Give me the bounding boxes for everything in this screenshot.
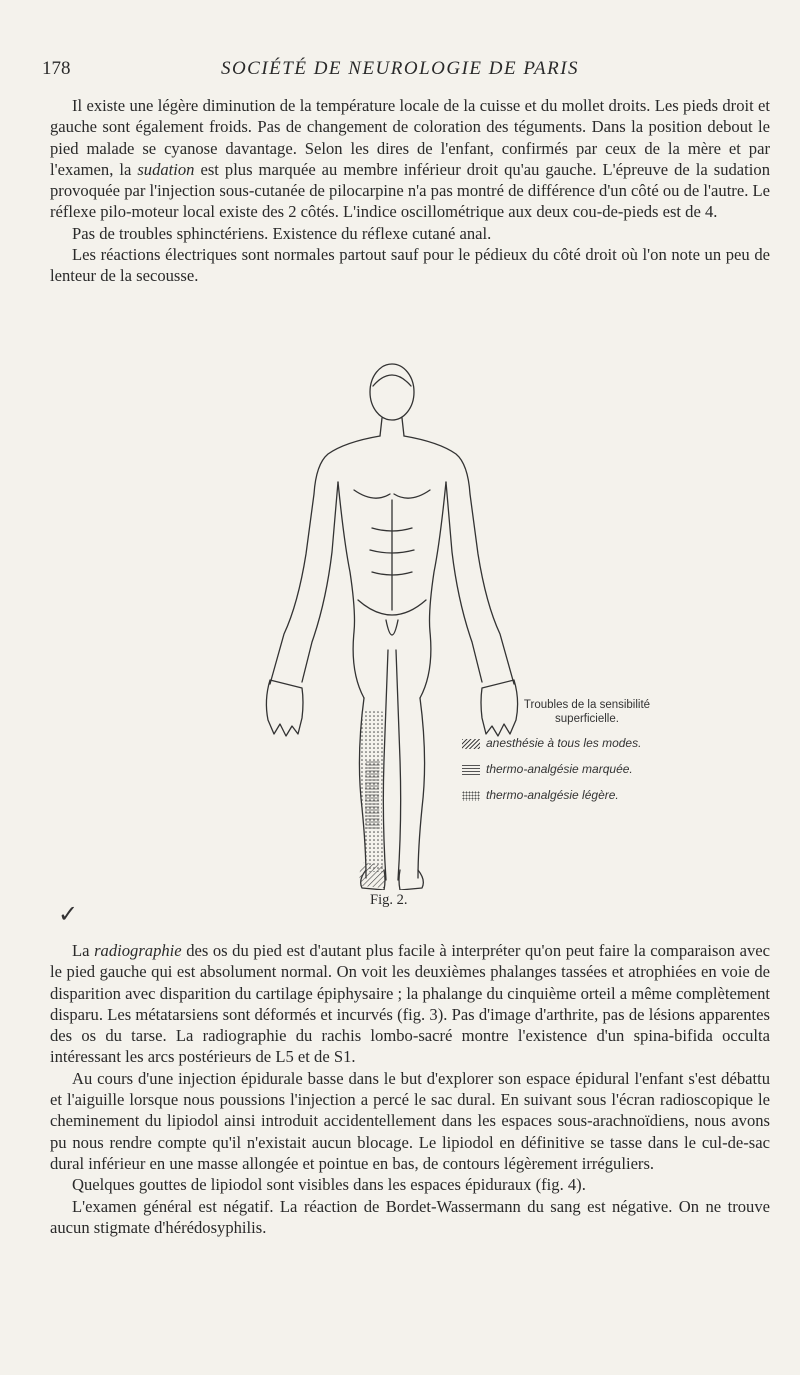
- paragraph-text: Il existe une légère diminution de la température locale de la cuisse et du mollet droits. Les pieds droit et gauche sont également froids. Pas de changement de coloration des téguments. Dans la position debout le pied malade se cyanose davantage. Selon les dires de l'enfant, confirmés par ceux de la mère et par l'examen, la: [50, 96, 770, 179]
- paragraph: Quelques gouttes de lipiodol sont visibles dans les espaces épiduraux (fig. 4).: [72, 1175, 586, 1195]
- legend-subtitle: superficielle.: [555, 713, 619, 725]
- lines-swatch-icon: [462, 765, 480, 775]
- legend-label: thermo-analgésie marquée.: [486, 762, 633, 776]
- legend-title: Troubles de la sensibilité: [523, 699, 651, 711]
- paragraph: Les réactions électriques sont normales partout sauf pour le pédieux du côté droit où l'on note un peu de lenteur de la secousse.: [50, 245, 770, 286]
- hatch-swatch-icon: [462, 739, 480, 749]
- legend-label: anesthésie à tous les modes.: [486, 736, 642, 750]
- paragraph-text: des os du pied est d'autant plus facile à interpréter qu'on peut faire la comparaison avec le pied gauche qui est absolument normal. On voit les deuxièmes phalanges tassées et atrophiées en voie de disparition avec disparition du cartilage épiphysaire ; la phalange du cinquième orteil a même complètement disparu. Les métatarsiens sont déformés et incurvés (fig. 3). Pas d'image d'arthrite, pas de lésions apparentes des os du tarse. La radiographie du rachis lombo-sacré montre l'existence d'un spina-bifida occulta intéressant les arcs postérieurs de L5 et de S1.: [50, 941, 770, 1067]
- paragraph: [50, 940, 770, 1068]
- check-mark-icon: ✓: [58, 900, 79, 928]
- legend-item: [462, 762, 633, 776]
- paragraph: [50, 95, 770, 223]
- top-text-block: [50, 95, 770, 287]
- running-title: SOCIÉTÉ DE NEUROLOGIE DE PARIS: [220, 58, 580, 79]
- bottom-text-block: [50, 940, 770, 1238]
- paragraph-text: La: [72, 941, 95, 960]
- body-outline-drawing: [140, 350, 660, 890]
- dots-swatch-icon: [462, 791, 480, 801]
- page-number: 178: [42, 58, 71, 79]
- page-header: [40, 58, 760, 88]
- legend-label: thermo-analgésie légère.: [486, 788, 619, 802]
- paragraph: L'examen général est négatif. La réaction de Bordet-Wassermann du sang est négative. On ne trouve aucun stigmate d'hérédosyphilis.: [50, 1196, 770, 1237]
- paragraph: Pas de troubles sphinctériens. Existence du réflexe cutané anal.: [72, 223, 492, 243]
- figure-caption: Fig. 2.: [370, 892, 408, 908]
- figure-legend: [462, 698, 712, 802]
- figure-body-diagram: [140, 350, 660, 890]
- paragraph: Au cours d'une injection épidurale basse dans le but d'explorer son espace épidural l'enfant s'est débattu et l'aiguille lorsque nous poussions l'injection a percé le sac dural. En suivant sous l'écran radioscopique le cheminement du lipiodol ainsi introduit accidentellement dans les espaces sous-arachnoïdiens, nous avons pu nous rendre compte qu'il n'existait aucun blocage. Le lipiodol en définitive se tasse dans le cul-de-sac dural inférieur en une masse allongée et pointue en bas, de contours légèrement irréguliers.: [50, 1068, 770, 1173]
- paragraph-text: est plus marquée au membre inférieur droit qu'au gauche. L'épreuve de la sudation provoquée par l'injection sous-cutanée de pilocarpine n'a pas montré de différence d'un côté ou de l'autre. Le réflexe pilo-moteur local existe des 2 côtés. L'indice oscillométrique aux deux cou-de-pieds est de 4.: [50, 159, 770, 222]
- legend-item: [462, 736, 641, 750]
- legend-item: [462, 788, 619, 802]
- italic-term: radiographie: [94, 941, 182, 960]
- italic-term: sudation: [137, 159, 195, 179]
